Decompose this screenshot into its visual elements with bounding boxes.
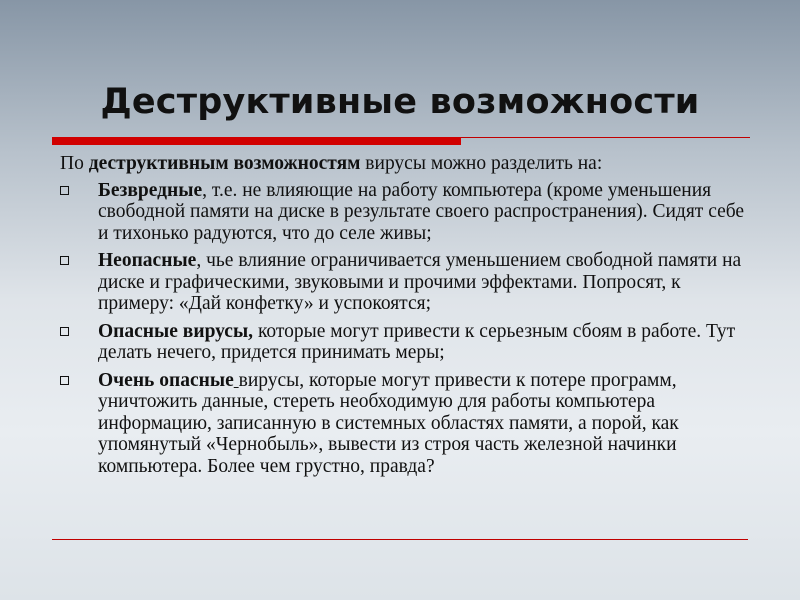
bullet-list [58,180,748,478]
bullet-bold: Очень опасные [98,369,234,391]
hollow-square-icon [60,256,69,265]
bullet-text: , чье влияние ограничивается уменьшением свободной памяти на диске и графическими, звуковыми и прочими эффектами. Попросят, к примеру: «Дай конфетку» и успокоятся; [98,250,742,314]
bullet-text: , т.е. не влияющие на работу компьютера (кроме уменьшения свободной памяти на диске в результате своего распространения). Сидят себе и тихонько радуются, что до селе живы; [98,179,745,244]
bullet-text: вирусы, которые могут привести к потере программ, уничтожить данные, стереть необходимую для работы компьютера информацию, записанную в системных областях памяти, а порой, как упомянутый «Чернобыль», вывести из строя часть железной начинки компьютера. Более чем грустно, правда? [98,369,679,477]
bullet-item-dangerous [58,321,748,364]
hollow-square-icon [60,376,69,385]
bullet-text: которые могут привести к серьезным сбоям в работе. Тут делать нечего, придется принимать меры; [98,320,736,363]
bullet-item-non-dangerous [58,250,748,315]
title-accent-bar [52,137,461,145]
footer-divider-line [52,539,748,540]
bullet-bold: Безвредные [98,179,203,201]
intro-bold: деструктивным возможностям [88,153,361,174]
intro-paragraph [60,153,748,175]
slide-body [58,153,748,483]
bullet-bold: Опасные вирусы, [98,320,254,342]
bullet-bold: Неопасные [98,250,197,271]
intro-suffix: вирусы можно разделить на: [360,153,603,174]
bullet-item-harmless [58,180,748,245]
intro-prefix: По [60,153,89,174]
hollow-square-icon [60,327,69,336]
slide-title: Деструктивные возможности [100,82,700,122]
hollow-square-icon [60,186,69,195]
bullet-item-very-dangerous [58,370,748,478]
title-divider-line [461,137,750,138]
